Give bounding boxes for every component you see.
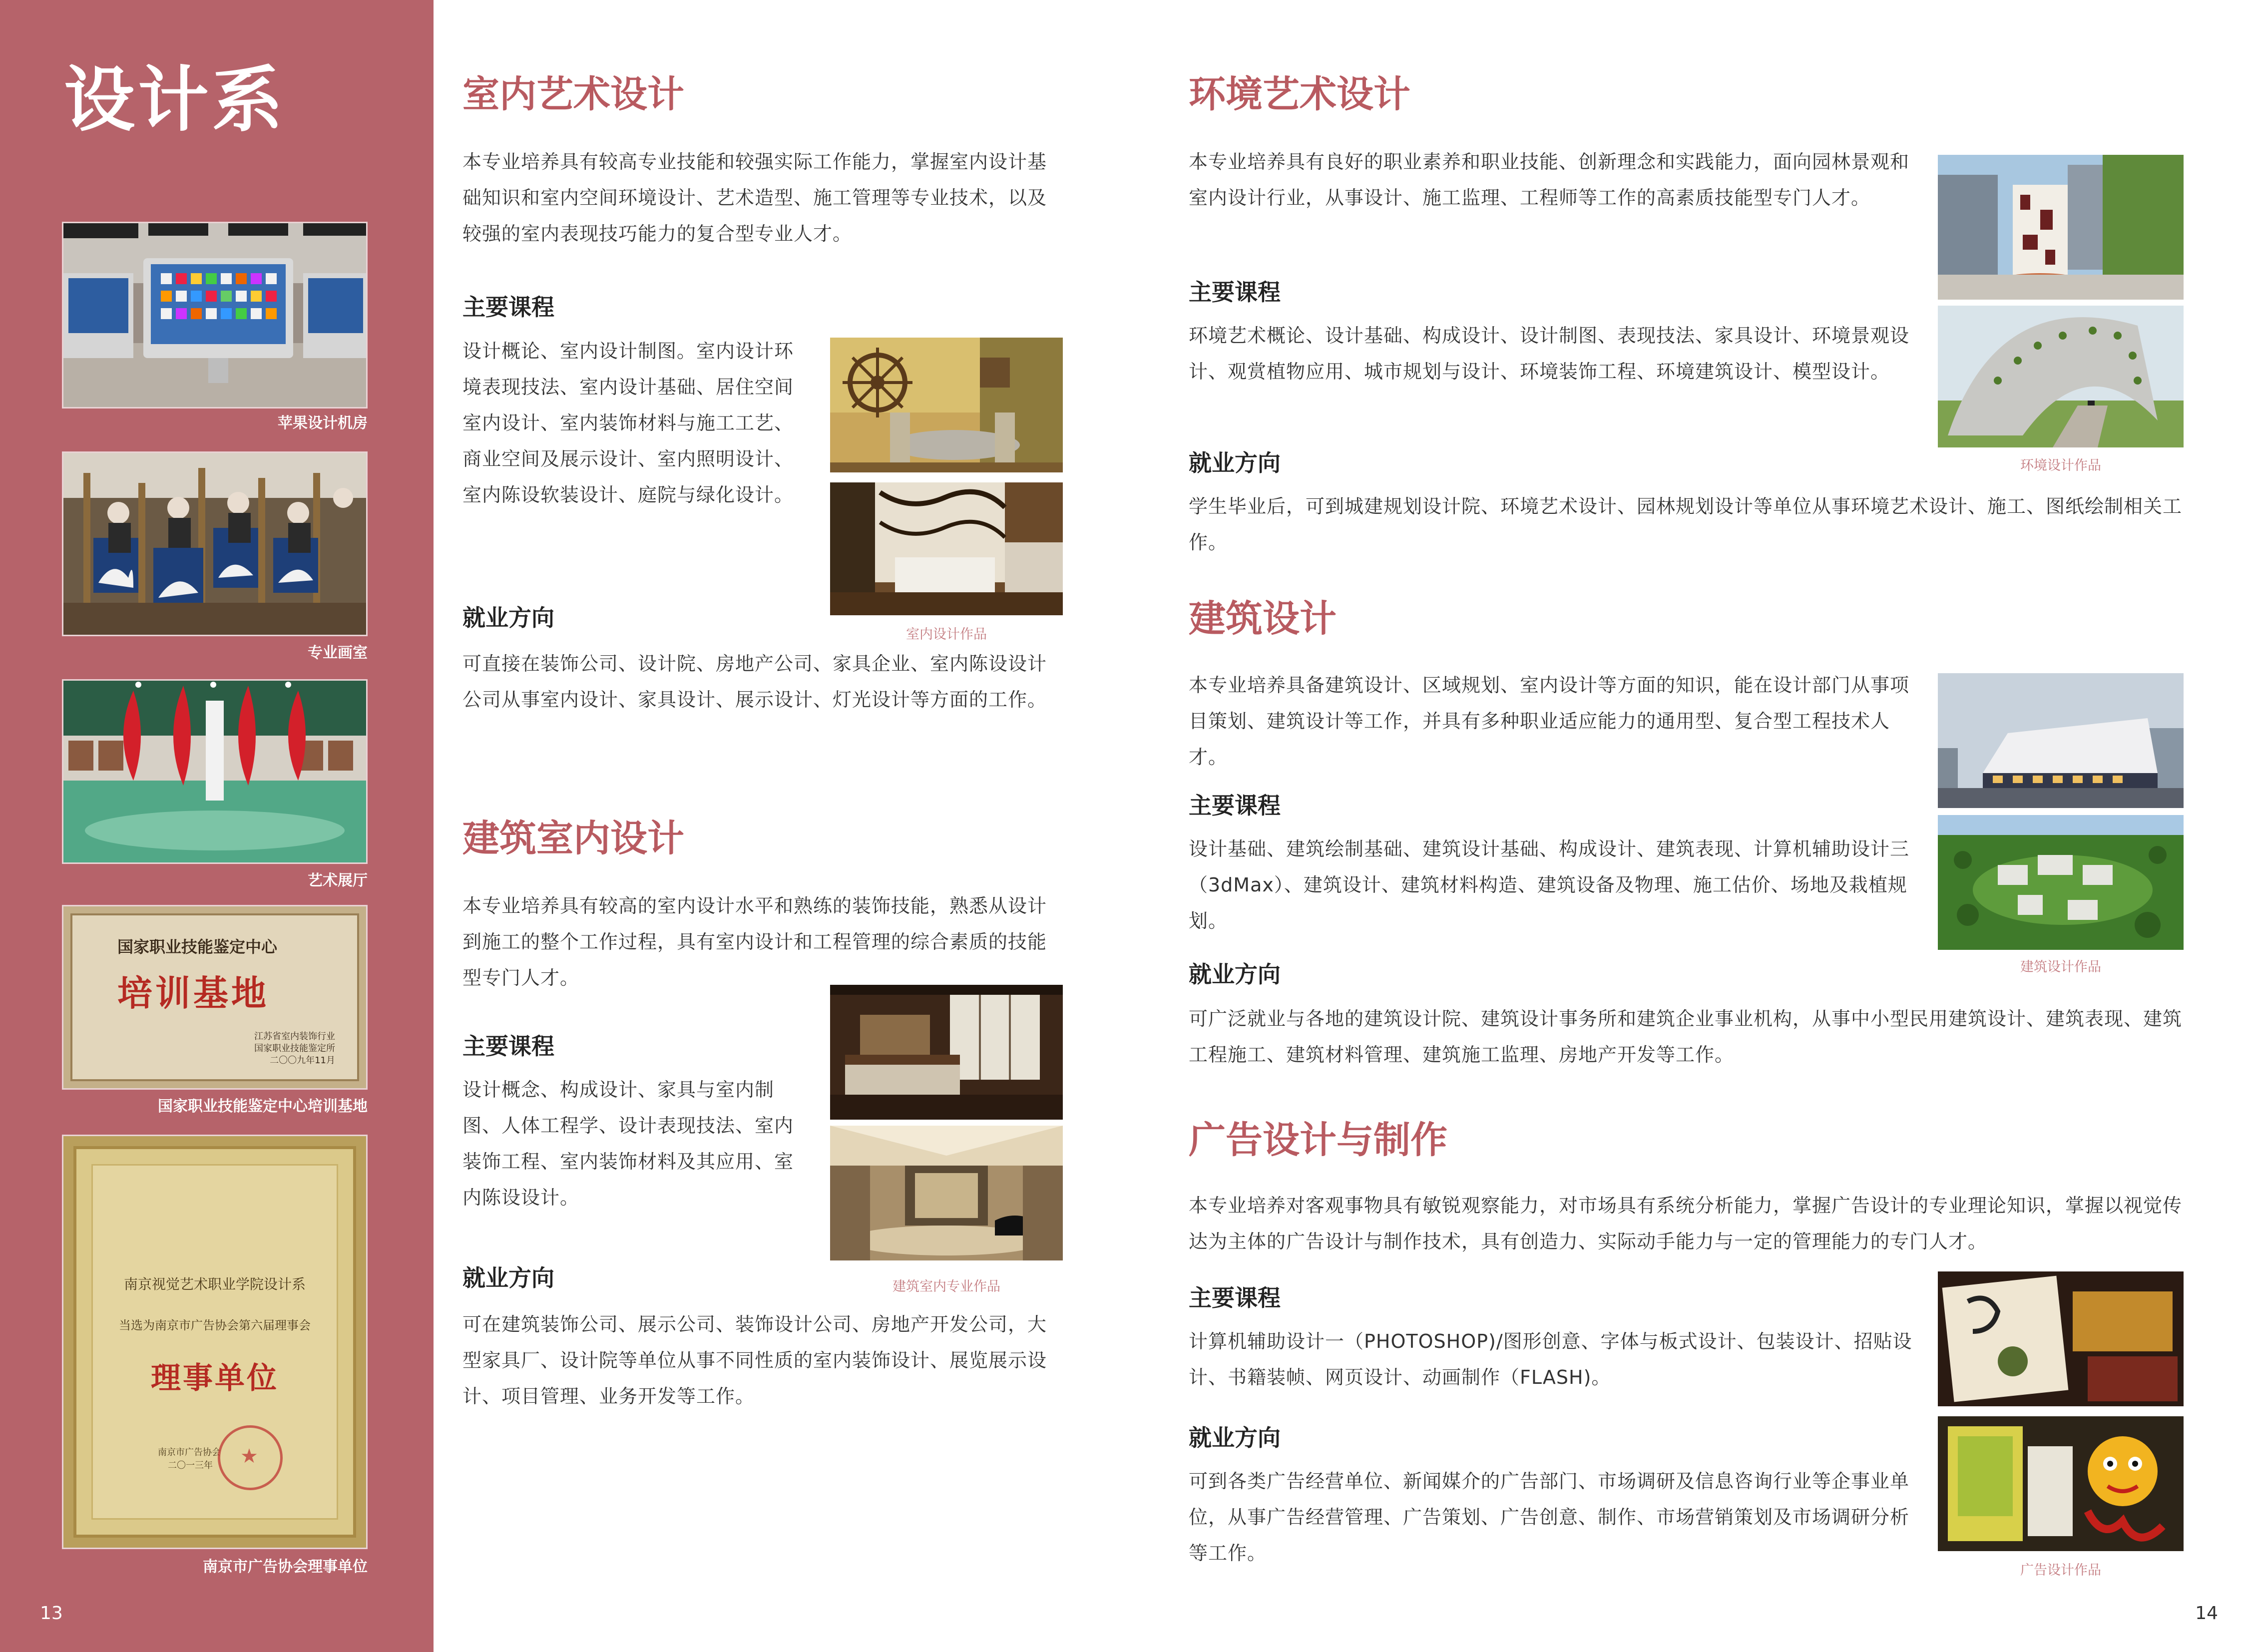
architecture-photo-building — [1938, 673, 2184, 808]
advertising-photo-exhibit — [1938, 1416, 2184, 1551]
environment-design-intro: 本专业培养具有良好的职业素养和职业技能、创新理念和实践能力，面向园林景观和室内设计行业，从事设计、施工监理、工程师等工作的高素质技能型专门人才。 — [1189, 151, 1910, 209]
environment-photo-sculpture — [1938, 155, 2184, 300]
apple-lab-caption: 苹果设计机房 — [278, 414, 368, 432]
arch-interior-courses-heading: 主要课程 — [462, 1033, 554, 1060]
advertising-courses-text: 计算机辅助设计一（PHOTOSHOP)/图形创意、字体与板式设计、包装设计、招贴设计、书籍装帧、网页设计、动画制作（FLASH)。 — [1189, 1330, 1912, 1388]
studio-caption: 专业画室 — [308, 644, 368, 662]
arch-interior-title: 建筑室内设计 — [462, 817, 684, 860]
department-title: 设计系 — [64, 59, 286, 141]
architecture-design-title: 建筑设计 — [1189, 597, 1337, 640]
plaque-elected-text: 当选为南京市广告协会第六届理事会 — [119, 1318, 311, 1332]
plaque-small-2: 国家职业技能鉴定所 — [254, 1043, 335, 1054]
environment-photo-pavilion — [1938, 306, 2184, 447]
plaque-small-3: 二〇〇九年11月 — [270, 1055, 335, 1066]
interior-photo-dining — [830, 338, 1063, 472]
plaque-seal: ★ — [218, 1425, 283, 1490]
interior-photo-caption: 室内设计作品 — [906, 627, 987, 642]
architecture-career-heading: 就业方向 — [1189, 961, 1281, 988]
interior-design-intro: 本专业培养具有较高专业技能和较强实际工作能力，掌握室内设计基础知识和室内空间环境设计、艺术造型、施工管理等专业技术，以及较强的室内表现技巧能力的复合型专业人才。 — [462, 151, 1047, 245]
plaque-small-1: 江苏省室内装饰行业 — [254, 1031, 335, 1042]
environment-career-heading: 就业方向 — [1189, 449, 1281, 476]
advertising-career-heading: 就业方向 — [1189, 1424, 1281, 1451]
environment-career-text: 学生毕业后，可到城建规划设计院、环境艺术设计、园林规划设计等单位从事环境艺术设计、施工、图纸绘制相关工作。 — [1189, 495, 2183, 553]
advertising-career-text: 可到各类广告经营单位、新闻媒介的广告部门、市场调研及信息咨询行业等企事业单位，从事广告经营管理、广告策划、广告创意、制作、市场营销策划及市场调研分析等工作。 — [1189, 1470, 1910, 1564]
interior-career-text: 可直接在装饰公司、设计院、房地产公司、家具企业、室内陈设设计公司从事室内设计、家具设计、展示设计、灯光设计等方面的工作。 — [462, 653, 1047, 711]
architecture-career-text: 可广泛就业与各地的建筑设计院、建筑设计事务所和建筑企业事业机构，从事中小型民用建筑设计、建筑表现、建筑工程施工、建筑材料管理、建筑施工监理、房地产开发等工作。 — [1189, 1008, 2183, 1066]
interior-courses-heading: 主要课程 — [462, 294, 554, 321]
environment-design-title: 环境艺术设计 — [1189, 73, 1410, 116]
apple-lab-photo — [62, 222, 368, 409]
arch-interior-photo-hall — [830, 1126, 1063, 1260]
arch-interior-career-text: 可在建筑装饰公司、展示公司、装饰设计公司、房地产开发公司，大型家具厂、设计院等单位从事不同性质的室内装饰设计、展览展示设计、项目管理、业务开发等工作。 — [462, 1313, 1047, 1407]
architecture-photo-model — [1938, 815, 2184, 950]
advertising-photo-caption: 广告设计作品 — [2020, 1563, 2101, 1578]
interior-design-title: 室内艺术设计 — [462, 73, 684, 116]
arch-interior-courses-text: 设计概念、构成设计、家具与室内制图、人体工程学、设计表现技法、室内装饰工程、室内装饰材料及其应用、室内陈设设计。 — [462, 1079, 794, 1209]
advertising-courses-heading: 主要课程 — [1189, 1284, 1281, 1311]
training-base-caption: 国家职业技能鉴定中心培训基地 — [158, 1098, 368, 1115]
architecture-photo-caption: 建筑设计作品 — [2020, 959, 2101, 975]
arch-interior-photo-caption: 建筑室内专业作品 — [893, 1279, 1000, 1294]
interior-photo-living — [830, 482, 1063, 615]
arch-interior-photo-bedroom — [830, 985, 1063, 1120]
plaque-college-name: 南京视觉艺术职业学院设计系 — [123, 1276, 306, 1292]
architecture-courses-heading: 主要课程 — [1189, 792, 1281, 819]
architecture-design-intro: 本专业培养具备建筑设计、区域规划、室内设计等方面的知识，能在设计部门从事项目策划、建筑设计等工作，并具有多种职业适应能力的通用型、复合型工程技术人才。 — [1189, 674, 1910, 768]
plaque-org-name: 国家职业技能鉴定中心 — [117, 937, 278, 956]
interior-career-heading: 就业方向 — [462, 604, 554, 631]
advertising-design-intro: 本专业培养对客观事物具有敏锐观察能力，对市场具有系统分析能力，掌握广告设计的专业理论知识，掌握以视觉传达为主体的广告设计与制作技术，具有创造力、实际动手能力与一定的管理能力的专门人才。 — [1189, 1195, 2183, 1252]
sidebar — [0, 0, 434, 1652]
advertising-photo-package — [1938, 1271, 2184, 1406]
plaque-main-text: 培训基地 — [117, 973, 269, 1014]
ad-association-plaque — [62, 1135, 368, 1549]
arch-interior-intro: 本专业培养具有较高的室内设计水平和熟练的装饰技能，熟悉从设计到施工的整个工作过程，具有室内设计和工程管理的综合素质的技能型专门人才。 — [462, 895, 1047, 989]
studio-photo — [62, 451, 368, 636]
advertising-design-title: 广告设计与制作 — [1189, 1119, 1447, 1162]
training-base-plaque — [62, 905, 368, 1090]
arch-interior-career-heading: 就业方向 — [462, 1264, 554, 1291]
page-number-left: 13 — [40, 1603, 63, 1624]
environment-photo-caption: 环境设计作品 — [2020, 458, 2101, 473]
ad-association-caption: 南京市广告协会理事单位 — [203, 1558, 368, 1576]
environment-courses-heading: 主要课程 — [1189, 279, 1281, 306]
exhibition-hall-photo — [62, 679, 368, 864]
environment-courses-text: 环境艺术概论、设计基础、构成设计、设计制图、表现技法、家具设计、环境景观设计、观赏植物应用、城市规划与设计、环境装饰工程、环境建筑设计、模型设计。 — [1189, 325, 1910, 383]
plaque-date: 二〇一三年 — [168, 1460, 213, 1471]
plaque-issuer: 南京市广告协会 — [158, 1447, 221, 1458]
architecture-courses-text: 设计基础、建筑绘制基础、建筑设计基础、构成设计、建筑表现、计算机辅助设计三（3dMax）、建筑设计、建筑材料构造、建筑设备及物理、施工估价、场地及栽植规划。 — [1189, 838, 1910, 932]
page-number-right: 14 — [2195, 1603, 2218, 1624]
exhibition-hall-caption: 艺术展厅 — [308, 872, 368, 889]
interior-courses-text: 设计概论、室内设计制图。室内设计环境表现技法、室内设计基础、居住空间室内设计、室内装饰材料与施工工艺、商业空间及展示设计、室内照明设计、室内陈设软装设计、庭院与绿化设计。 — [462, 340, 794, 506]
plaque-member-title: 理事单位 — [151, 1361, 279, 1396]
